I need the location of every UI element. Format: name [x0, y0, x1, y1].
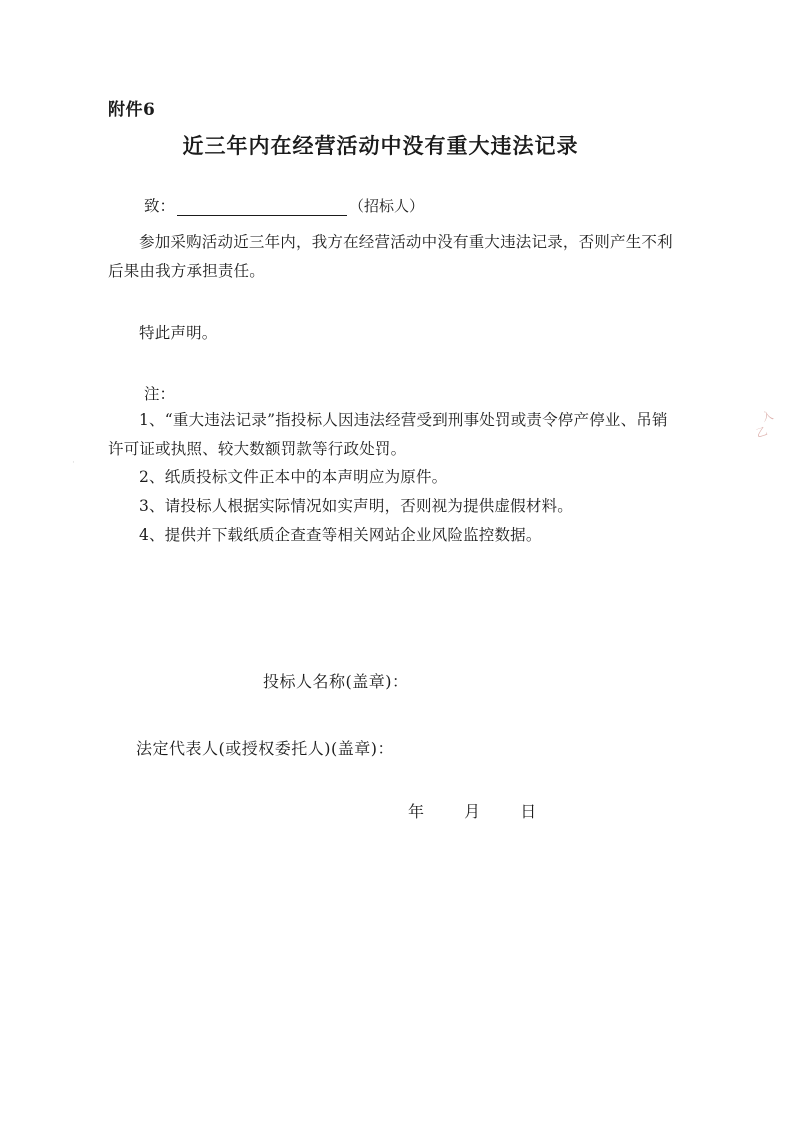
bidder-name-field[interactable]: 投标人名称(盖章)：	[263, 672, 409, 692]
date-month-label: 月	[464, 802, 481, 822]
addressee-input-blank[interactable]	[177, 198, 347, 216]
attachment-label: 附件6	[108, 100, 156, 120]
note-item: 3、请投标人根据实际情况如实声明，否则视为提供虚假材料。	[139, 497, 573, 516]
notes-heading: 注：	[144, 385, 176, 404]
scan-artifact-mark: 入	[760, 408, 775, 425]
spacer	[108, 289, 683, 319]
note-item: 1、“重大违法记录”指投标人因违法经营受到刑事处罚或责令停产停业、吊销许可证或执照、较大数额罚款等行政处罚。	[108, 411, 668, 458]
date-year-label: 年	[408, 802, 425, 822]
legal-representative-field[interactable]: 法定代表人(或授权委托人)(盖章)：	[136, 739, 394, 759]
signature-block	[108, 669, 683, 822]
scan-artifact-mark: ·	[72, 458, 75, 468]
date-field[interactable]	[408, 799, 683, 822]
page-title: 近三年内在经营活动中没有重大违法记录	[182, 133, 579, 158]
addressee-row	[144, 194, 683, 216]
declaration-closing: 特此声明。	[139, 324, 218, 343]
note-item: 2、纸质投标文件正本中的本声明应为原件。	[139, 468, 448, 487]
spacer	[108, 352, 683, 382]
date-day-label: 日	[520, 802, 537, 822]
addressee-label: 致：	[144, 197, 176, 215]
note-item: 4、提供并下载纸质企查查等相关网站企业风险监控数据。	[139, 525, 542, 544]
addressee-suffix: （招标人）	[349, 197, 425, 215]
declaration-paragraph: 参加采购活动近三年内，我方在经营活动中没有重大违法记录，否则产生不利后果由我方承担责任。	[108, 233, 673, 280]
scan-artifact-mark: 乙	[754, 424, 769, 441]
